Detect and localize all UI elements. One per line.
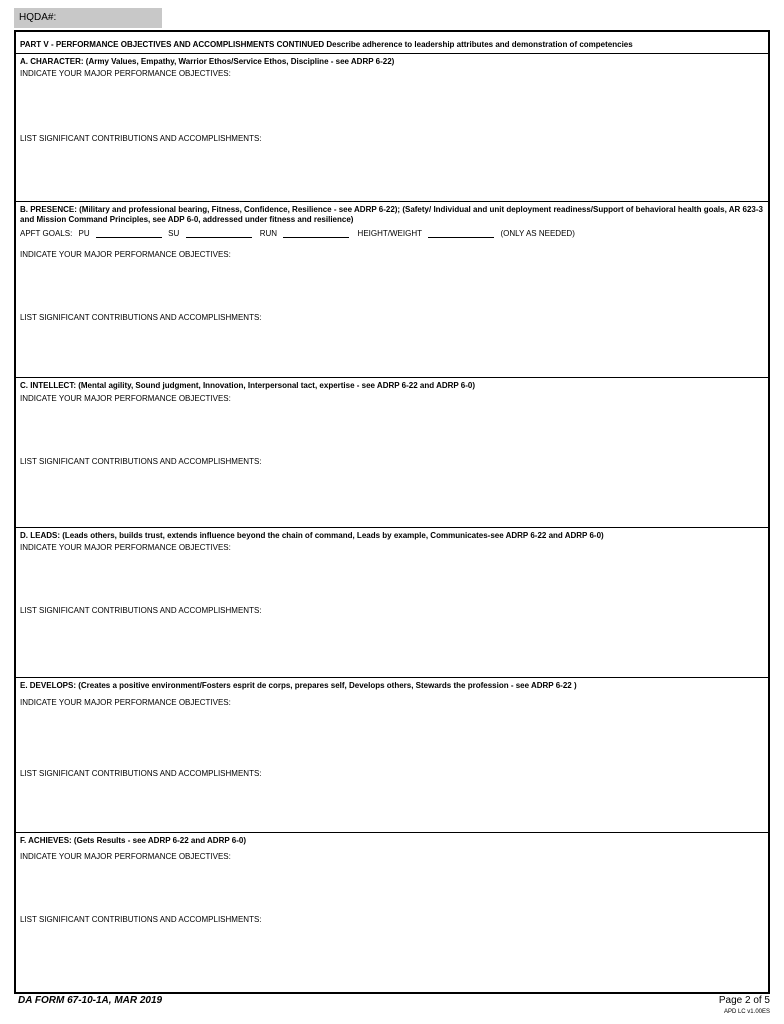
section-heading: F. ACHIEVES: (Gets Results - see ADRP 6-22 and ADRP 6-0) bbox=[20, 836, 246, 845]
apft-run-field[interactable] bbox=[283, 228, 349, 238]
hqda-number-field[interactable] bbox=[14, 8, 162, 28]
section-heading: D. LEADS: (Leads others, builds trust, extends influence beyond the chain of command, Leads by example, Communicates-see ADRP 6-22 and ADRP 6-0) bbox=[20, 531, 604, 540]
apft-height-weight-field[interactable] bbox=[428, 228, 494, 238]
part-v-title: PART V - PERFORMANCE OBJECTIVES AND ACCOMPLISHMENTS CONTINUED Describe adherence to leadership attributes and demonstration of competencies bbox=[20, 40, 633, 49]
apft-goals-label: APFT GOALS: bbox=[20, 229, 73, 238]
form-frame bbox=[14, 30, 770, 994]
objectives-label: INDICATE YOUR MAJOR PERFORMANCE OBJECTIVES: bbox=[20, 852, 231, 861]
objectives-label: INDICATE YOUR MAJOR PERFORMANCE OBJECTIVES: bbox=[20, 698, 231, 707]
hqda-label: HQDA#: bbox=[19, 12, 57, 23]
part-v-header bbox=[16, 32, 768, 54]
section-heading: C. INTELLECT: (Mental agility, Sound judgment, Innovation, Interpersonal tact, expertise - see ADRP 6-22 and ADRP 6-0) bbox=[20, 381, 476, 390]
contributions-label: LIST SIGNIFICANT CONTRIBUTIONS AND ACCOMPLISHMENTS: bbox=[20, 606, 262, 615]
section-develops[interactable] bbox=[16, 678, 768, 833]
form-version: APD LC v1.00ES bbox=[723, 1009, 770, 1015]
section-character[interactable] bbox=[16, 54, 768, 202]
section-heading: A. CHARACTER: (Army Values, Empathy, Warrior Ethos/Service Ethos, Discipline - see ADRP 6-22) bbox=[20, 57, 395, 66]
apft-su-field[interactable] bbox=[186, 228, 252, 238]
apft-su-label: SU bbox=[168, 229, 180, 238]
contributions-label: LIST SIGNIFICANT CONTRIBUTIONS AND ACCOMPLISHMENTS: bbox=[20, 313, 262, 322]
apft-run-label: RUN bbox=[259, 229, 278, 238]
page-number: Page 2 of 5 bbox=[718, 995, 770, 1006]
form-number: DA FORM 67-10-1A, MAR 2019 bbox=[18, 995, 163, 1006]
section-leads[interactable] bbox=[16, 528, 768, 678]
apft-goals-line bbox=[20, 228, 575, 238]
apft-height-weight-label: HEIGHT/WEIGHT bbox=[357, 229, 422, 238]
contributions-label: LIST SIGNIFICANT CONTRIBUTIONS AND ACCOMPLISHMENTS: bbox=[20, 769, 262, 778]
contributions-label: LIST SIGNIFICANT CONTRIBUTIONS AND ACCOMPLISHMENTS: bbox=[20, 134, 262, 143]
contributions-label: LIST SIGNIFICANT CONTRIBUTIONS AND ACCOMPLISHMENTS: bbox=[20, 457, 262, 466]
apft-note: (ONLY AS NEEDED) bbox=[500, 229, 575, 238]
objectives-label: INDICATE YOUR MAJOR PERFORMANCE OBJECTIVES: bbox=[20, 543, 231, 552]
apft-pu-label: PU bbox=[78, 229, 90, 238]
section-heading: B. PRESENCE: (Military and professional bearing, Fitness, Confidence, Resilience - see ADRP 6-22); (Safety/ Individual and unit deployment readiness/Support of behavioral health goals, AR 623-3 and Mission Command Principles, see ADP 6-0, addressed under fitness and resilience) bbox=[20, 205, 763, 224]
objectives-label: INDICATE YOUR MAJOR PERFORMANCE OBJECTIVES: bbox=[20, 69, 231, 78]
apft-pu-field[interactable] bbox=[96, 228, 162, 238]
objectives-label: INDICATE YOUR MAJOR PERFORMANCE OBJECTIVES: bbox=[20, 394, 231, 403]
section-presence[interactable] bbox=[16, 202, 768, 378]
section-intellect[interactable] bbox=[16, 378, 768, 528]
section-heading: E. DEVELOPS: (Creates a positive environment/Fosters esprit de corps, prepares self, Develops others, Stewards the profession - see ADRP 6-22 ) bbox=[20, 681, 577, 690]
section-achieves[interactable] bbox=[16, 833, 768, 992]
objectives-label: INDICATE YOUR MAJOR PERFORMANCE OBJECTIVES: bbox=[20, 250, 231, 259]
contributions-label: LIST SIGNIFICANT CONTRIBUTIONS AND ACCOMPLISHMENTS: bbox=[20, 915, 262, 924]
